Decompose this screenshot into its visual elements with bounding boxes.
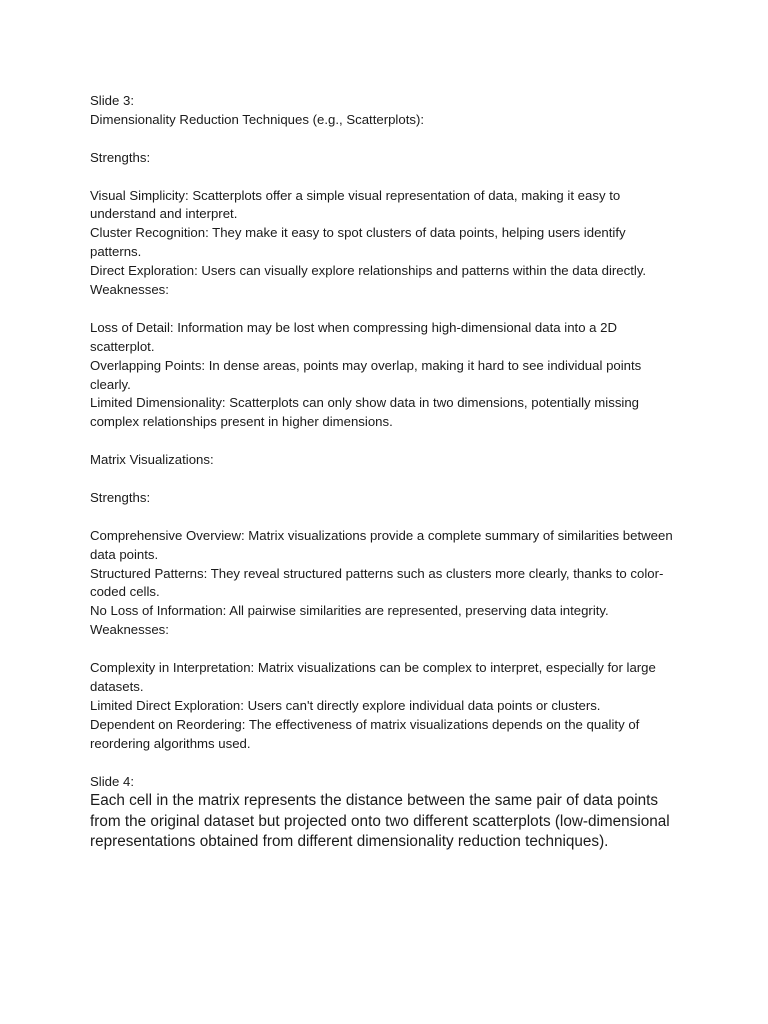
scatter-weakness-item: Limited Dimensionality: Scatterplots can only show data in two dimensions, potentially missing complex relationships present in higher dimensions. — [90, 395, 640, 430]
matrix-title: Matrix Visualizations: — [90, 452, 214, 468]
matrix-weakness-item: Dependent on Reordering: The effectiveness of matrix visualizations depends on the quality of reordering algorithms used. — [90, 716, 640, 751]
scatter-weakness-item: Overlapping Points: In dense areas, points may overlap, making it hard to see individual points clearly. — [90, 357, 642, 392]
matrix-weaknesses-label: Weaknesses: — [90, 622, 169, 638]
document-body — [90, 92, 680, 853]
slide4-heading: Slide 4: — [90, 773, 134, 789]
matrix-strengths-label: Strengths: — [90, 489, 151, 505]
matrix-strength-item: Structured Patterns: They reveal structured patterns such as clusters more clearly, thanks to color-coded cells. — [90, 565, 664, 600]
blank-line — [90, 168, 680, 187]
scatter-weakness-item: Loss of Detail: Information may be lost when compressing high-dimensional data into a 2D scatterplot. — [90, 319, 618, 354]
scatter-strength-item: Direct Exploration: Users can visually explore relationships and patterns within the data directly. — [90, 263, 647, 279]
scatter-strengths-label: Strengths: — [90, 149, 151, 165]
matrix-weakness-item: Limited Direct Exploration: Users can't directly explore individual data points or clusters. — [90, 697, 601, 713]
slide3-heading: Slide 3: — [90, 93, 134, 108]
scatter-weaknesses-label: Weaknesses: — [90, 282, 169, 298]
blank-line — [90, 432, 680, 451]
matrix-weakness-item: Complexity in Interpretation: Matrix visualizations can be complex to interpret, especially for large datasets. — [90, 660, 656, 694]
blank-line — [90, 130, 680, 149]
slide4-paragraph: Each cell in the matrix represents the distance between the same pair of data points from the original dataset but projected onto two different scatterplots (low-dimensional representations obtained from different dimensionality reduction techniques). — [90, 792, 670, 851]
blank-line — [90, 754, 680, 773]
blank-line — [90, 470, 680, 489]
scatter-strength-item: Cluster Recognition: They make it easy to spot clusters of data points, helping users identify patterns. — [90, 225, 626, 260]
slide3-title: Dimensionality Reduction Techniques (e.g., Scatterplots): — [90, 111, 425, 127]
blank-line — [90, 640, 680, 659]
blank-line — [90, 300, 680, 319]
blank-line — [90, 508, 680, 527]
matrix-strength-item: No Loss of Information: All pairwise similarities are represented, preserving data integrity. — [90, 603, 609, 619]
scatter-strength-item: Visual Simplicity: Scatterplots offer a simple visual representation of data, making it easy to understand and interpret. — [90, 187, 621, 222]
matrix-strength-item: Comprehensive Overview: Matrix visualizations provide a complete summary of similarities between data points. — [90, 527, 673, 562]
